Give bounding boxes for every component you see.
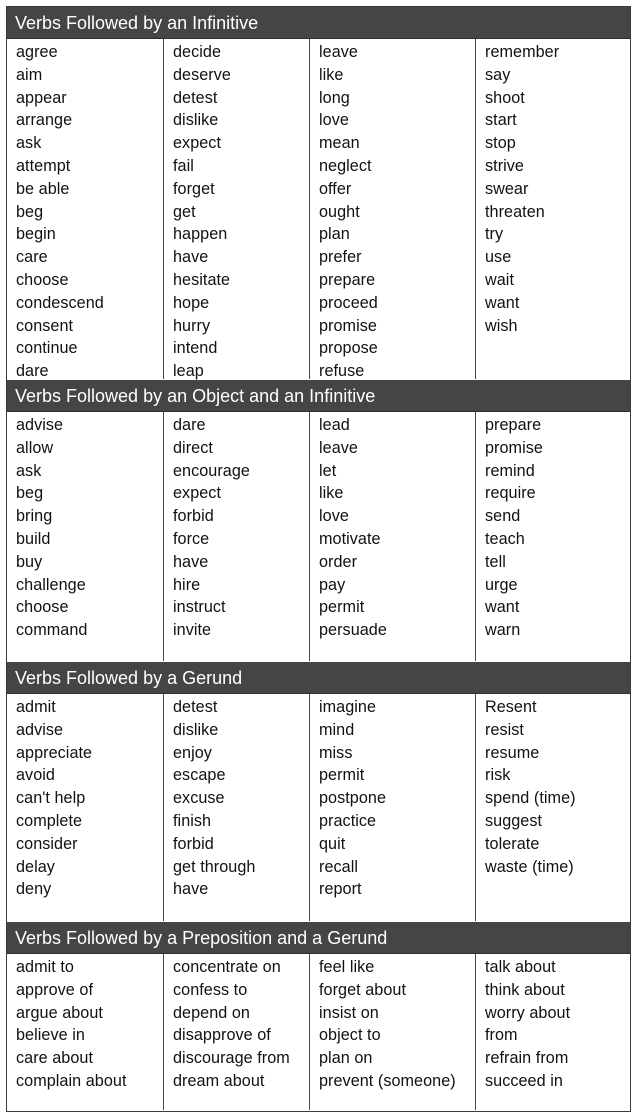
verb-entry: proceed bbox=[319, 293, 378, 312]
verb-entry: enjoy bbox=[173, 743, 212, 762]
verb-entry: mean bbox=[319, 134, 360, 153]
verb-entry: encourage bbox=[173, 461, 250, 480]
verb-entry: have bbox=[173, 248, 209, 267]
verb-entry: beg bbox=[16, 484, 44, 503]
verb-entry: promise bbox=[319, 316, 377, 335]
verb-entry: report bbox=[319, 880, 362, 899]
verb-entry: like bbox=[319, 484, 344, 503]
verb-entry: like bbox=[319, 65, 344, 84]
verb-entry: avoid bbox=[16, 766, 55, 785]
verb-entry: say bbox=[485, 65, 511, 84]
verb-entry: aim bbox=[16, 65, 43, 84]
verb-entry: be able bbox=[16, 179, 70, 198]
verb-entry: leave bbox=[319, 438, 358, 457]
verb-entry: dream about bbox=[173, 1071, 265, 1090]
verb-entry: remind bbox=[485, 461, 535, 480]
verb-entry: talk about bbox=[485, 958, 556, 976]
verb-entry: choose bbox=[16, 270, 69, 289]
verb-entry: practice bbox=[319, 811, 377, 830]
verb-entry: promise bbox=[485, 438, 543, 457]
verb-entry: care bbox=[16, 248, 48, 267]
section-header: Verbs Followed by an Infinitive bbox=[7, 7, 630, 39]
verb-entry: permit bbox=[319, 598, 365, 617]
verb-entry: forbid bbox=[173, 507, 214, 526]
verb-entry: prefer bbox=[319, 248, 362, 267]
verb-entry: happen bbox=[173, 225, 228, 244]
verb-entry: concentrate on bbox=[173, 958, 281, 976]
verb-entry: expect bbox=[173, 484, 221, 503]
verb-entry: complain about bbox=[16, 1071, 127, 1090]
verb-entry: hesitate bbox=[173, 270, 231, 289]
verb-entry: forget about bbox=[319, 980, 406, 999]
verb-entry: detest bbox=[173, 88, 218, 107]
verb-entry: lead bbox=[319, 416, 350, 434]
verb-entry: strive bbox=[485, 156, 524, 175]
verb-entry: hope bbox=[173, 293, 210, 312]
verb-entry: pay bbox=[319, 575, 346, 594]
verb-entry: suggest bbox=[485, 811, 543, 830]
verb-entry: beg bbox=[16, 202, 44, 221]
verb-entry: dislike bbox=[173, 111, 219, 130]
verb-entry: begin bbox=[16, 225, 56, 244]
verb-entry: swear bbox=[485, 179, 529, 198]
verb-entry: have bbox=[173, 552, 209, 571]
word-column bbox=[310, 694, 476, 921]
verb-entry: expect bbox=[173, 134, 221, 153]
verb-entry: agree bbox=[16, 43, 58, 61]
verb-entry: ask bbox=[16, 461, 42, 480]
verb-entry: stop bbox=[485, 134, 516, 153]
word-column bbox=[476, 954, 630, 1110]
verb-entry: finish bbox=[173, 811, 212, 830]
verb-entry: shoot bbox=[485, 88, 525, 107]
verb-entry: advise bbox=[16, 416, 64, 434]
word-column bbox=[164, 694, 310, 921]
verb-entry: continue bbox=[16, 339, 78, 358]
verb-entry: succeed in bbox=[485, 1071, 563, 1090]
verb-entry: imagine bbox=[319, 698, 377, 716]
verb-entry: intend bbox=[173, 339, 218, 358]
verb-entry: can't help bbox=[16, 789, 86, 808]
verb-entry: force bbox=[173, 529, 210, 548]
verb-entry: neglect bbox=[319, 156, 372, 175]
verb-entry: confess to bbox=[173, 980, 248, 999]
verb-entry: hire bbox=[173, 575, 201, 594]
verb-entry: choose bbox=[16, 598, 69, 617]
word-column bbox=[7, 694, 164, 921]
verb-entry: hurry bbox=[173, 316, 211, 335]
verb-entry: insist on bbox=[319, 1003, 379, 1022]
verb-entry: waste (time) bbox=[485, 857, 574, 876]
verb-entry: tell bbox=[485, 552, 506, 571]
verb-entry: resume bbox=[485, 743, 540, 762]
verb-entry: dislike bbox=[173, 720, 219, 739]
verb-entry: arrange bbox=[16, 111, 73, 130]
verb-entry: appreciate bbox=[16, 743, 93, 762]
verb-entry: teach bbox=[485, 529, 525, 548]
verb-entry: prepare bbox=[485, 416, 542, 434]
verb-entry: bring bbox=[16, 507, 53, 526]
verb-entry: feel like bbox=[319, 958, 375, 976]
verb-entry: use bbox=[485, 248, 512, 267]
word-column bbox=[476, 694, 630, 921]
verb-entry: excuse bbox=[173, 789, 225, 808]
verb-entry: refrain from bbox=[485, 1049, 569, 1068]
verb-entry: believe in bbox=[16, 1026, 85, 1045]
word-column bbox=[7, 954, 164, 1110]
word-column bbox=[310, 39, 476, 379]
verb-entry: propose bbox=[319, 339, 378, 358]
verb-entry: deny bbox=[16, 880, 52, 899]
verb-entry: detest bbox=[173, 698, 218, 716]
section-columns bbox=[7, 412, 630, 661]
verb-entry: quit bbox=[319, 834, 346, 853]
word-column bbox=[164, 954, 310, 1110]
verb-entry: advise bbox=[16, 720, 64, 739]
verb-entry: complete bbox=[16, 811, 83, 830]
word-column bbox=[310, 412, 476, 661]
verb-entry: admit to bbox=[16, 958, 74, 976]
verb-entry: decide bbox=[173, 43, 222, 61]
verb-entry: object to bbox=[319, 1026, 381, 1045]
verb-entry: mind bbox=[319, 720, 355, 739]
section-preposition-gerund bbox=[7, 922, 630, 1111]
verb-entry: dare bbox=[173, 416, 206, 434]
verb-entry: direct bbox=[173, 438, 213, 457]
verb-entry: leap bbox=[173, 362, 204, 381]
verb-entry: wish bbox=[485, 316, 518, 335]
verb-entry: urge bbox=[485, 575, 518, 594]
verb-entry: have bbox=[173, 880, 209, 899]
verb-entry: invite bbox=[173, 621, 212, 640]
verb-entry: remember bbox=[485, 43, 560, 61]
verb-entry: threaten bbox=[485, 202, 545, 221]
verb-entry: long bbox=[319, 88, 350, 107]
word-column bbox=[476, 412, 630, 661]
verb-entry: send bbox=[485, 507, 521, 526]
verb-entry: start bbox=[485, 111, 517, 130]
verb-entry: plan on bbox=[319, 1049, 373, 1068]
verb-entry: resist bbox=[485, 720, 524, 739]
verb-entry: recall bbox=[319, 857, 358, 876]
verb-entry: forbid bbox=[173, 834, 214, 853]
verb-entry: refuse bbox=[319, 362, 365, 381]
verb-entry: condescend bbox=[16, 293, 104, 312]
verb-entry: prevent (someone) bbox=[319, 1071, 456, 1090]
word-column bbox=[476, 39, 630, 379]
verb-entry: plan bbox=[319, 225, 350, 244]
verb-entry: prepare bbox=[319, 270, 376, 289]
verb-entry: dare bbox=[16, 362, 49, 381]
verb-entry: disapprove of bbox=[173, 1026, 271, 1045]
verb-entry: leave bbox=[319, 43, 358, 61]
section-header: Verbs Followed by an Object and an Infinitive bbox=[7, 380, 630, 412]
section-gerund bbox=[7, 662, 630, 922]
verb-entry: permit bbox=[319, 766, 365, 785]
verb-entry: challenge bbox=[16, 575, 86, 594]
verb-entry: love bbox=[319, 111, 349, 130]
verb-entry: appear bbox=[16, 88, 67, 107]
verb-entry: argue about bbox=[16, 1003, 103, 1022]
verb-entry: tolerate bbox=[485, 834, 540, 853]
verb-entry: allow bbox=[16, 438, 54, 457]
verb-entry: command bbox=[16, 621, 88, 640]
verb-entry: motivate bbox=[319, 529, 381, 548]
verb-entry: depend on bbox=[173, 1003, 250, 1022]
section-header: Verbs Followed by a Preposition and a Gerund bbox=[7, 922, 630, 954]
section-infinitive bbox=[7, 7, 630, 380]
verb-entry: want bbox=[485, 598, 520, 617]
verb-entry: Resent bbox=[485, 698, 537, 716]
verb-entry: from bbox=[485, 1026, 518, 1045]
verb-entry: discourage from bbox=[173, 1049, 290, 1068]
verb-entry: escape bbox=[173, 766, 226, 785]
verb-entry: miss bbox=[319, 743, 353, 762]
verb-entry: love bbox=[319, 507, 349, 526]
verb-entry: delay bbox=[16, 857, 55, 876]
verb-entry: offer bbox=[319, 179, 352, 198]
section-object-infinitive bbox=[7, 380, 630, 662]
verb-entry: worry about bbox=[485, 1003, 571, 1022]
verb-entry: fail bbox=[173, 156, 194, 175]
verb-patterns-table bbox=[6, 6, 631, 1112]
section-header: Verbs Followed by a Gerund bbox=[7, 662, 630, 694]
verb-entry: want bbox=[485, 293, 520, 312]
verb-entry: consider bbox=[16, 834, 78, 853]
verb-entry: build bbox=[16, 529, 51, 548]
verb-entry: think about bbox=[485, 980, 565, 999]
verb-entry: postpone bbox=[319, 789, 387, 808]
word-column bbox=[310, 954, 476, 1110]
verb-entry: let bbox=[319, 461, 337, 480]
section-columns bbox=[7, 954, 630, 1110]
verb-entry: instruct bbox=[173, 598, 226, 617]
word-column bbox=[7, 412, 164, 661]
verb-entry: approve of bbox=[16, 980, 93, 999]
word-column bbox=[164, 412, 310, 661]
verb-entry: require bbox=[485, 484, 536, 503]
verb-entry: warn bbox=[485, 621, 521, 640]
verb-entry: get bbox=[173, 202, 196, 221]
verb-entry: deserve bbox=[173, 65, 231, 84]
verb-entry: forget bbox=[173, 179, 215, 198]
section-columns bbox=[7, 694, 630, 921]
verb-entry: ought bbox=[319, 202, 360, 221]
verb-entry: risk bbox=[485, 766, 511, 785]
verb-entry: spend (time) bbox=[485, 789, 576, 808]
section-columns bbox=[7, 39, 630, 379]
verb-entry: get through bbox=[173, 857, 256, 876]
verb-entry: wait bbox=[485, 270, 514, 289]
verb-entry: buy bbox=[16, 552, 43, 571]
word-column bbox=[164, 39, 310, 379]
verb-entry: order bbox=[319, 552, 358, 571]
word-column bbox=[7, 39, 164, 379]
verb-entry: attempt bbox=[16, 156, 71, 175]
verb-entry: consent bbox=[16, 316, 74, 335]
verb-entry: try bbox=[485, 225, 504, 244]
verb-entry: ask bbox=[16, 134, 42, 153]
verb-entry: care about bbox=[16, 1049, 93, 1068]
verb-entry: admit bbox=[16, 698, 56, 716]
verb-entry: persuade bbox=[319, 621, 387, 640]
